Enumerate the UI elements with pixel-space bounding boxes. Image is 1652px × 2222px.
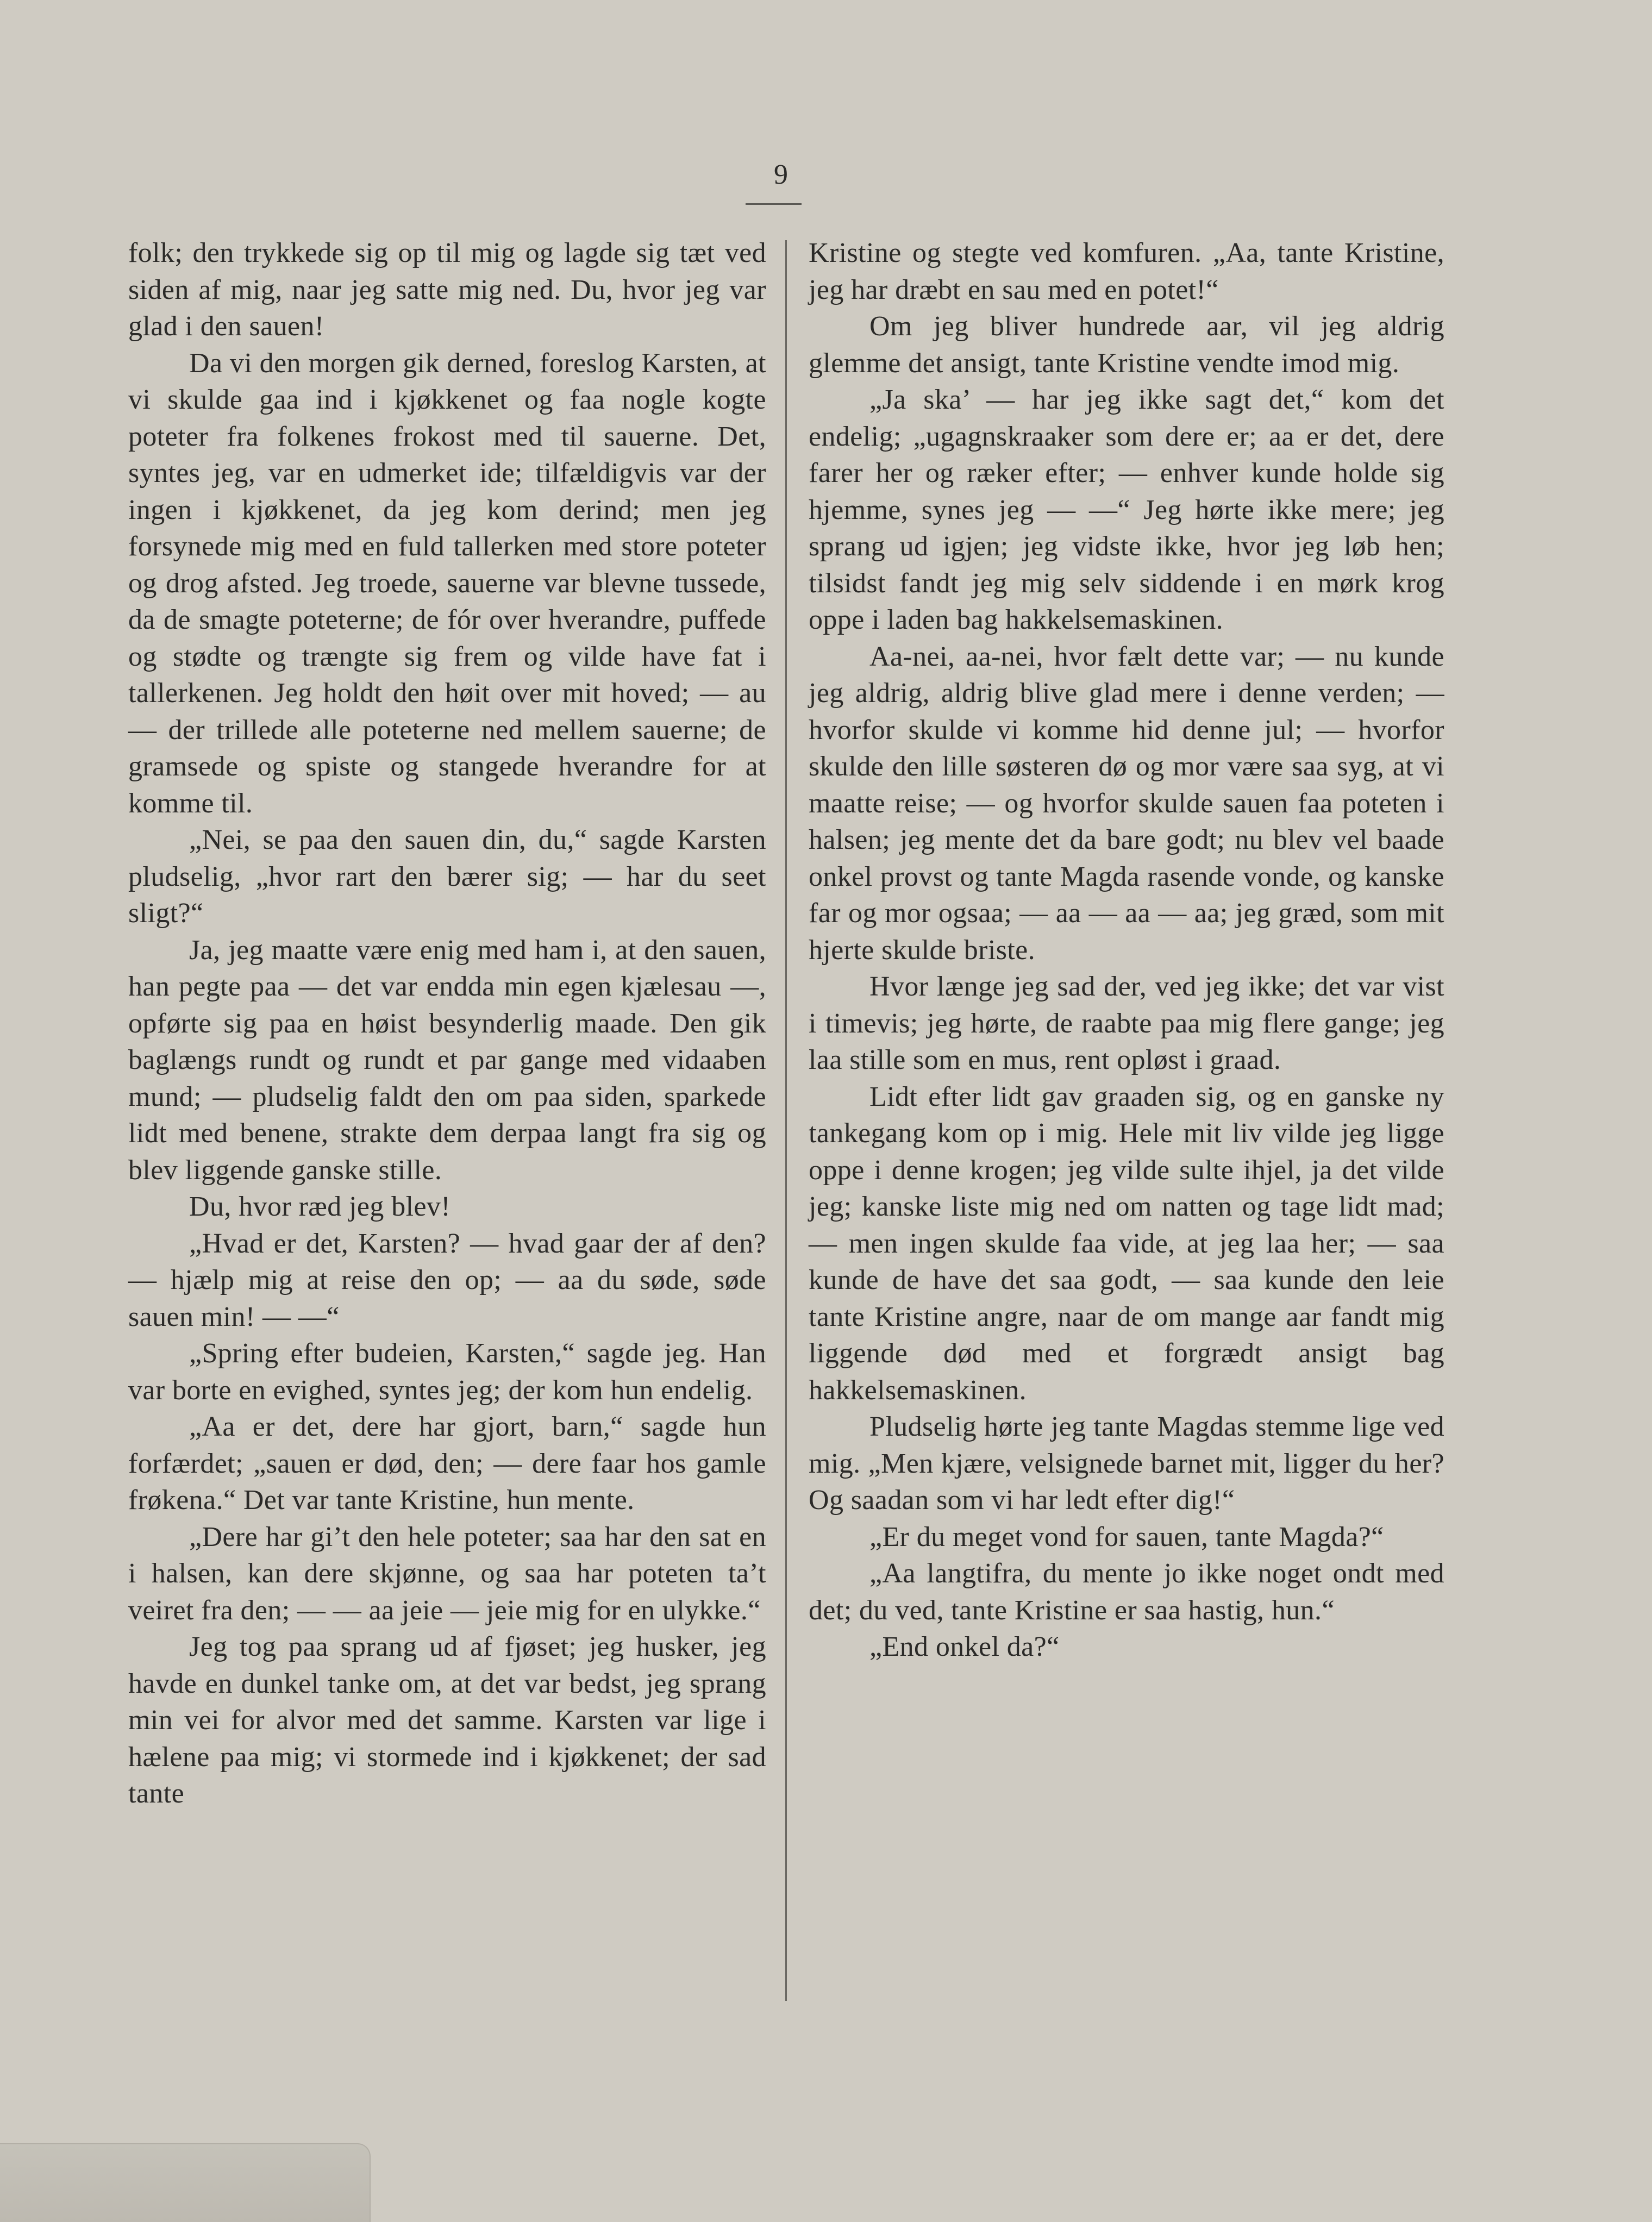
paragraph: „Aa langtifra, du mente jo ikke noget ondt med det; du ved, tante Kristine er saa hastig, hun.“ bbox=[809, 1558, 1444, 1626]
paragraph: Ja, jeg maatte være enig med ham i, at den sauen, han pegte paa — det var endda min egen kjælesau —, opførte sig paa en høist besynderlig maade. Den gik baglængs rundt og rundt et par gange med vidaaben mund; — pludselig faldt den om paa siden, sparkede lidt med benene, strakte dem derpaa langt fra sig og blev liggende ganske stille. bbox=[128, 934, 766, 1186]
paragraph: Pludselig hørte jeg tante Magdas stemme lige ved mig. „Men kjære, velsignede barnet mit, ligger du her? Og saadan som vi har ledt efter dig!“ bbox=[809, 1411, 1444, 1516]
paragraph: Kristine og stegte ved komfuren. „Aa, tante Kristine, jeg har dræbt en sau med en potet!“ bbox=[809, 237, 1444, 305]
page-number: 9 bbox=[774, 159, 788, 190]
paragraph: Du, hvor ræd jeg blev! bbox=[189, 1191, 451, 1222]
column-divider bbox=[785, 240, 787, 2001]
paragraph: Om jeg bliver hundrede aar, vil jeg aldrig glemme det ansigt, tante Kristine vendte imod mig. bbox=[809, 311, 1444, 379]
paragraph: Lidt efter lidt gav graaden sig, og en ganske ny tankegang kom op i mig. Hele mit liv vilde jeg ligge oppe i denne krogen; jeg vilde sulte ihjel, ja det vilde jeg; kanske liste mig ned om natten og tage lidt mad; — men ingen skulde faa vide, at jeg laa her; — saa kunde de have det saa godt, — saa kunde den leie tante Kristine angre, naar de om mange aar fandt mig liggende død med et forgrædt ansigt bag hakkelsemaskinen. bbox=[809, 1081, 1444, 1406]
paragraph: „Hvad er det, Karsten? — hvad gaar der af den? — hjælp mig at reise den op; — aa du søde, søde sauen min! — —“ bbox=[128, 1228, 766, 1332]
page-edge-shadow bbox=[0, 2143, 371, 2222]
paragraph: „Ja ska’ — har jeg ikke sagt det,“ kom det endelig; „ugagnskraaker som dere er; aa er det, dere farer her og ræker efter; — enhver kunde holde sig hjemme, synes jeg — —“ Jeg hørte ikke mere; jeg sprang ud igjen; jeg vidste ikke, hvor jeg løb hen; tilsidst fandt jeg mig selv siddende i en mørk krog oppe i laden bag hakkelsemaskinen. bbox=[809, 384, 1444, 635]
paragraph: „Aa er det, dere har gjort, barn,“ sagde hun forfærdet; „sauen er død, den; — dere faar hos gamle frøkena.“ Det var tante Kristine, hun mente. bbox=[128, 1411, 766, 1516]
paragraph: „End onkel da?“ bbox=[869, 1631, 1060, 1662]
right-text-column bbox=[809, 235, 1444, 1666]
paragraph: „Spring efter budeien, Karsten,“ sagde jeg. Han var borte en evighed, syntes jeg; der kom hun endelig. bbox=[128, 1338, 766, 1406]
paragraph: „Nei, se paa den sauen din, du,“ sagde Karsten pludselig, „hvor rart den bærer sig; — har du seet sligt?“ bbox=[128, 824, 766, 929]
paragraph: Jeg tog paa sprang ud af fjøset; jeg husker, jeg havde en dunkel tanke om, at det var bedst, jeg sprang min vei for alvor med det samme. Karsten var lige i hælene paa mig; vi stormede ind i kjøkkenet; der sad tante bbox=[128, 1631, 766, 1809]
paragraph: Hvor længe jeg sad der, ved jeg ikke; det var vist i timevis; jeg hørte, de raabte paa mig flere gange; jeg laa stille som en mus, rent opløst i graad. bbox=[809, 971, 1444, 1075]
paragraph: „Er du meget vond for sauen, tante Magda?“ bbox=[869, 1521, 1384, 1553]
page-number-rule bbox=[746, 203, 802, 205]
paragraph: Aa-nei, aa-nei, hvor fælt dette var; — nu kunde jeg aldrig, aldrig blive glad mere i denne verden; — hvorfor skulde vi komme hid denne jul; — hvorfor skulde den lille søsteren dø og mor være saa syg, at vi maatte reise; — og hvorfor skulde sauen faa poteten i halsen; jeg mente det da bare godt; nu blev vel baade onkel provst og tante Magda rasende vonde, og kanske far og mor ogsaa; — aa — aa — aa; jeg græd, som mit hjerte skulde briste. bbox=[809, 641, 1444, 966]
paragraph: „Dere har gi’t den hele poteter; saa har den sat en i halsen, kan dere skjønne, og saa har poteten ta’t veiret fra den; — — aa jeie — jeie mig for en ulykke.“ bbox=[128, 1521, 766, 1626]
paragraph: folk; den trykkede sig op til mig og lagde sig tæt ved siden af mig, naar jeg satte mig ned. Du, hvor jeg var glad i den sauen! bbox=[128, 237, 766, 342]
paragraph: Da vi den morgen gik derned, foreslog Karsten, at vi skulde gaa ind i kjøkkenet og faa nogle kogte poteter fra folkenes frokost med til sauerne. Det, syntes jeg, var en udmerket ide; tilfældigvis var der ingen i kjøkkenet, da jeg kom derind; men jeg forsynede mig med en fuld tallerken med store poteter og drog afsted. Jeg troede, sauerne var blevne tussede, da de smagte poteterne; de fór over hverandre, puffede og stødte og trængte sig frem og vilde have fat i tallerkenen. Jeg holdt den høit over mit hoved; — au — der trillede alle poteterne ned mellem sauerne; de gramsede og spiste og stangede hverandre for at komme til. bbox=[128, 347, 766, 819]
left-text-column bbox=[128, 235, 766, 1812]
